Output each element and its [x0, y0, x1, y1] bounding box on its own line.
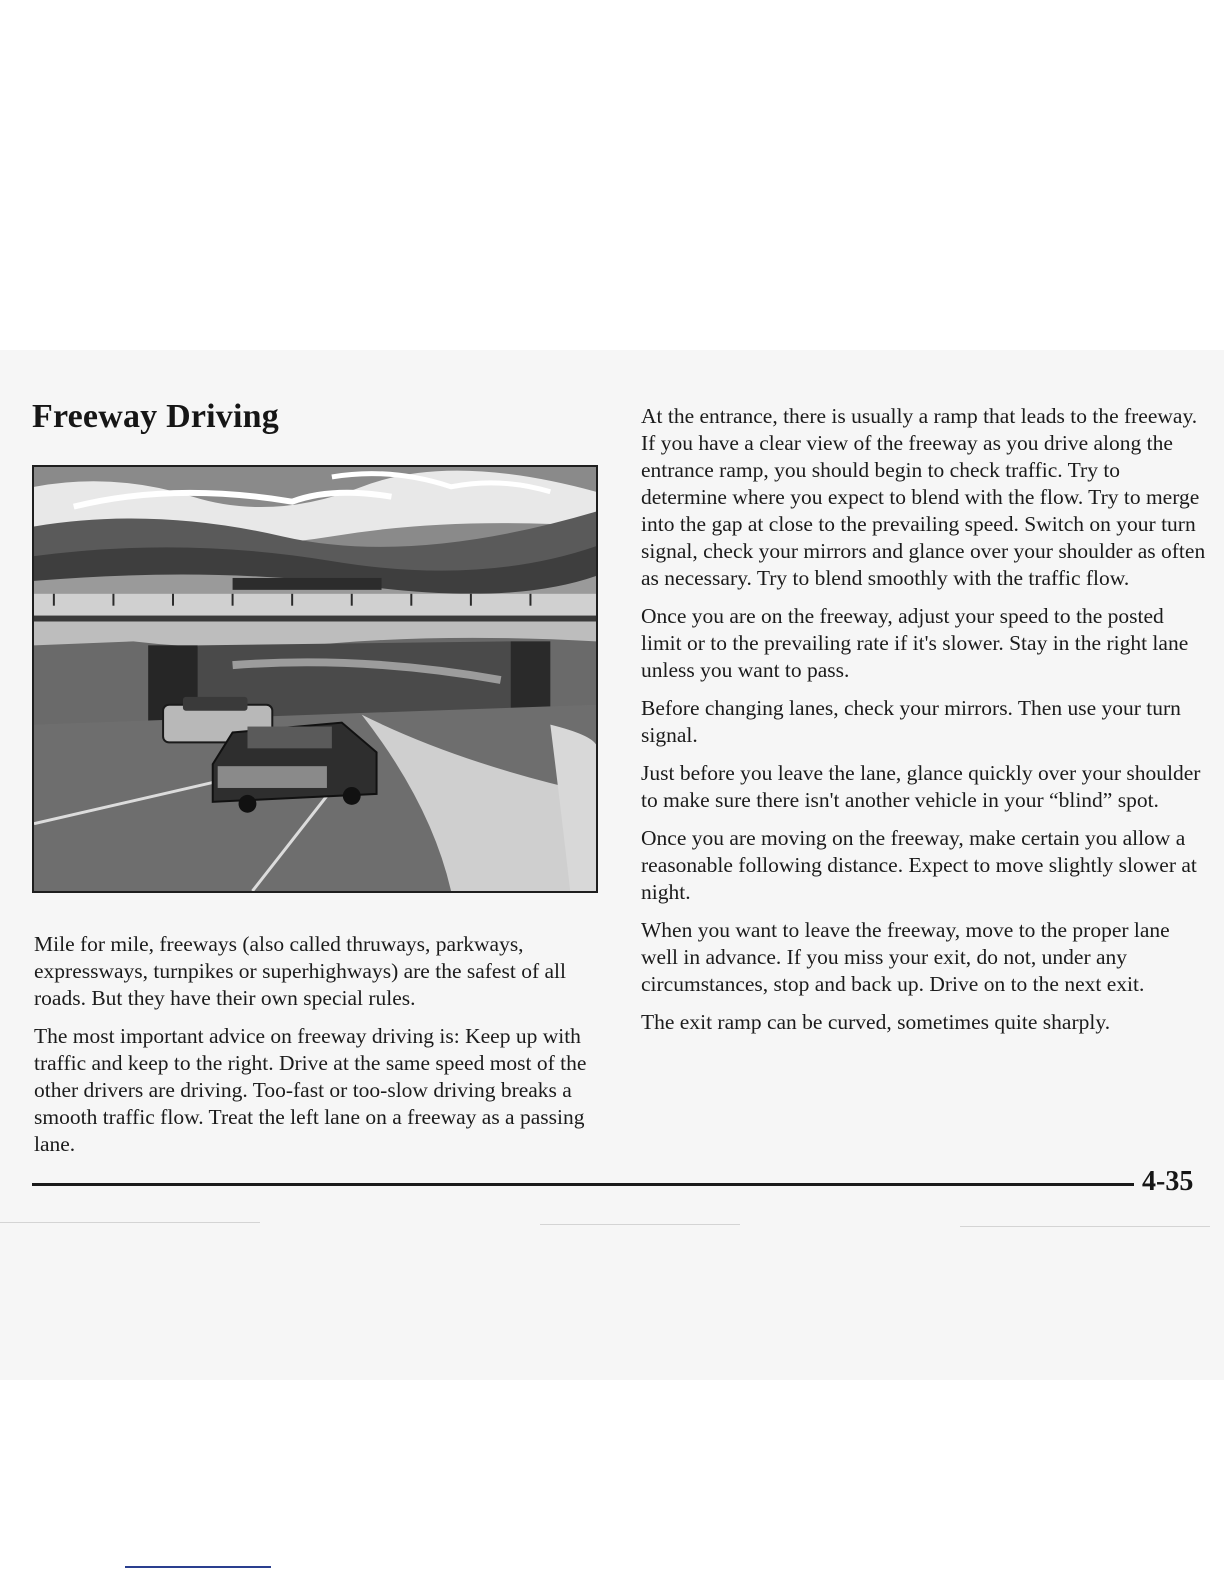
freeway-overpass-illustration: [32, 465, 598, 893]
paragraph: When you want to leave the freeway, move to the proper lane well in advance. If you miss your exit, do not, under any circumstances, stop and back up. Drive on to the next exit.: [641, 918, 1170, 996]
freeway-overpass-icon: [34, 467, 596, 891]
footer-divider: [32, 1183, 1134, 1186]
left-column-text: [34, 931, 594, 1169]
scan-artifact-line: [960, 1226, 1210, 1227]
page-number: 4-35: [1142, 1166, 1194, 1197]
paragraph: Mile for mile, freeways (also called thruways, parkways, expressways, turnpikes or superhighways) are the safest of all roads. But they have their own special rules.: [34, 932, 566, 1010]
paragraph: Once you are on the freeway, adjust your speed to the posted limit or to the prevailing rate if it's slower. Stay in the right lane unless you want to pass.: [641, 604, 1189, 682]
bottom-link-underline: [125, 1566, 271, 1568]
paragraph: Just before you leave the lane, glance quickly over your shoulder to make sure there isn't another vehicle in your “blind” spot.: [641, 761, 1201, 812]
paragraph: Before changing lanes, check your mirrors. Then use your turn signal.: [641, 696, 1181, 747]
page-title: Freeway Driving: [32, 398, 279, 435]
scan-artifact-line: [0, 1222, 260, 1223]
paragraph: The exit ramp can be curved, sometimes quite sharply.: [641, 1010, 1111, 1034]
paragraph: Once you are moving on the freeway, make certain you allow a reasonable following distance. Expect to move slightly slower at night.: [641, 826, 1197, 904]
paragraph: The most important advice on freeway driving is: Keep up with traffic and keep to the right. Drive at the same speed most of the other drivers are driving. Too-fast or too-slow driving breaks a smooth traffic flow. Treat the left lane on a freeway as a passing lane.: [34, 1024, 587, 1156]
paragraph: At the entrance, there is usually a ramp that leads to the freeway. If you have a clear view of the freeway as you drive along the entrance ramp, you should begin to check traffic. Try to determine where you expect to blend with the flow. Try to merge into the gap at close to the prevailing speed. Switch on your turn signal, check your mirrors and glance over your shoulder as often as necessary. Try to blend smoothly with the traffic flow.: [641, 404, 1206, 590]
scan-artifact-line: [540, 1224, 740, 1225]
right-column-text: [641, 403, 1207, 1047]
